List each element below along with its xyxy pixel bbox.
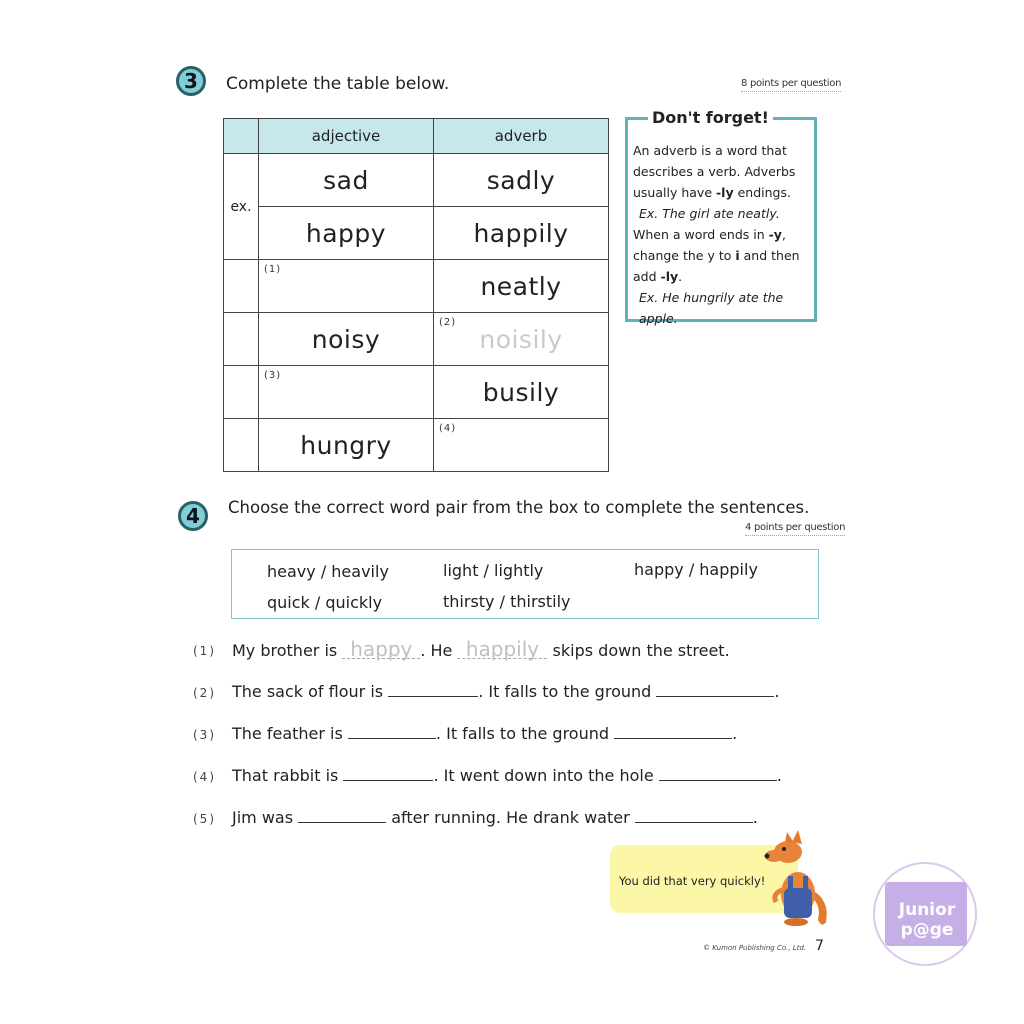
sentence-number: (1) — [193, 644, 216, 658]
junior-page-logo — [873, 862, 977, 966]
table-cell-blank — [224, 366, 259, 419]
table-cell-blank — [224, 260, 259, 313]
table-answer-cell-1[interactable] — [259, 260, 434, 313]
tip-example: Ex. He hungrily ate the apple. — [639, 290, 784, 326]
question-number: (1) — [264, 264, 282, 275]
table-row — [224, 207, 609, 260]
answer-blank[interactable] — [343, 766, 433, 781]
word-pair: thirsty / thirstily — [443, 592, 571, 611]
answer-blank[interactable] — [298, 808, 386, 823]
section-3-heading: Complete the table below. — [226, 74, 450, 94]
table-cell-adjective: noisy — [259, 313, 434, 366]
logo-text-line2: p@ge — [900, 920, 954, 940]
copyright-text: © Kumon Publishing Co., Ltd. — [703, 944, 807, 952]
table-cell-adjective: hungry — [259, 419, 434, 472]
sentence-2: The sack of flour is . It falls to the ground . — [232, 682, 780, 701]
table-cell-blank — [224, 419, 259, 472]
dont-forget-title: Don't forget! — [648, 108, 773, 127]
sentence-number: (3) — [193, 728, 216, 742]
table-cell-adverb: neatly — [434, 260, 609, 313]
sentence-5: Jim was after running. He drank water . — [232, 808, 758, 827]
page-number: 7 — [815, 938, 824, 954]
word-pair-box — [231, 549, 819, 619]
table-header-adjective: adjective — [259, 119, 434, 154]
word-pair: quick / quickly — [267, 593, 383, 612]
adjective-adverb-table — [223, 118, 609, 472]
table-row — [224, 260, 609, 313]
question-number: (4) — [439, 423, 457, 434]
table-cell-adverb: happily — [434, 207, 609, 260]
answer-blank[interactable]: happily — [457, 640, 547, 659]
word-pair: heavy / heavily — [267, 562, 389, 581]
table-answer-cell-4[interactable] — [434, 419, 609, 472]
section-4-number-badge — [178, 501, 208, 531]
kangaroo-mascot-illustration — [752, 830, 834, 930]
table-header-blank — [224, 119, 259, 154]
tip-line: When a word ends in -y, — [633, 227, 786, 242]
tip-line: add -ly. — [633, 269, 683, 284]
example-label: ex. — [224, 154, 259, 260]
section-3-number: 3 — [184, 69, 198, 93]
tip-line: describes a verb. Adverbs — [633, 164, 796, 179]
answer-blank[interactable]: happy — [342, 640, 420, 659]
table-cell-adjective: happy — [259, 207, 434, 260]
word-pair: light / lightly — [443, 561, 544, 580]
answer-blank[interactable] — [614, 724, 732, 739]
section-4-points: 4 points per question — [745, 522, 845, 536]
table-cell-adjective: sad — [259, 154, 434, 207]
sentence-1: My brother is happy . He happily skips down the street. — [232, 637, 730, 661]
answer-blank[interactable] — [348, 724, 436, 739]
answer-blank[interactable] — [635, 808, 753, 823]
table-row — [224, 419, 609, 472]
answer-blank[interactable] — [388, 682, 478, 697]
table-cell-adverb: sadly — [434, 154, 609, 207]
word-pair: happy / happily — [634, 560, 758, 579]
dont-forget-body — [633, 140, 815, 329]
encouragement-text: You did that very quickly! — [619, 874, 766, 888]
sentence-number: (5) — [193, 812, 216, 826]
tip-line: usually have -ly endings. — [633, 185, 791, 200]
table-cell-adverb: busily — [434, 366, 609, 419]
answer-blank[interactable] — [659, 766, 777, 781]
table-row — [224, 366, 609, 419]
section-3-points: 8 points per question — [741, 78, 841, 92]
table-row — [224, 313, 609, 366]
question-number: (3) — [264, 370, 282, 381]
tip-line: An adverb is a word that — [633, 143, 787, 158]
table-row — [224, 154, 609, 207]
table-answer-cell-3[interactable] — [259, 366, 434, 419]
sentence-number: (4) — [193, 770, 216, 784]
section-4-heading: Choose the correct word pair from the box to complete the sentences. — [228, 498, 810, 517]
section-4-number: 4 — [186, 504, 200, 528]
section-3-number-badge — [176, 66, 206, 96]
table-header-adverb: adverb — [434, 119, 609, 154]
answer-blank[interactable] — [656, 682, 774, 697]
traced-answer: noisily — [479, 324, 563, 354]
logo-text-line1: Junior — [898, 900, 956, 920]
table-cell-blank — [224, 313, 259, 366]
sentence-number: (2) — [193, 686, 216, 700]
tip-example: Ex. The girl ate neatly. — [639, 206, 780, 221]
sentence-3: The feather is . It falls to the ground . — [232, 724, 738, 743]
sentence-4: That rabbit is . It went down into the hole . — [232, 766, 782, 785]
table-answer-cell-2[interactable] — [434, 313, 609, 366]
table-header-row — [224, 119, 609, 154]
question-number: (2) — [439, 317, 457, 328]
tip-line: change the y to i and then — [633, 248, 800, 263]
dont-forget-box — [625, 108, 817, 326]
